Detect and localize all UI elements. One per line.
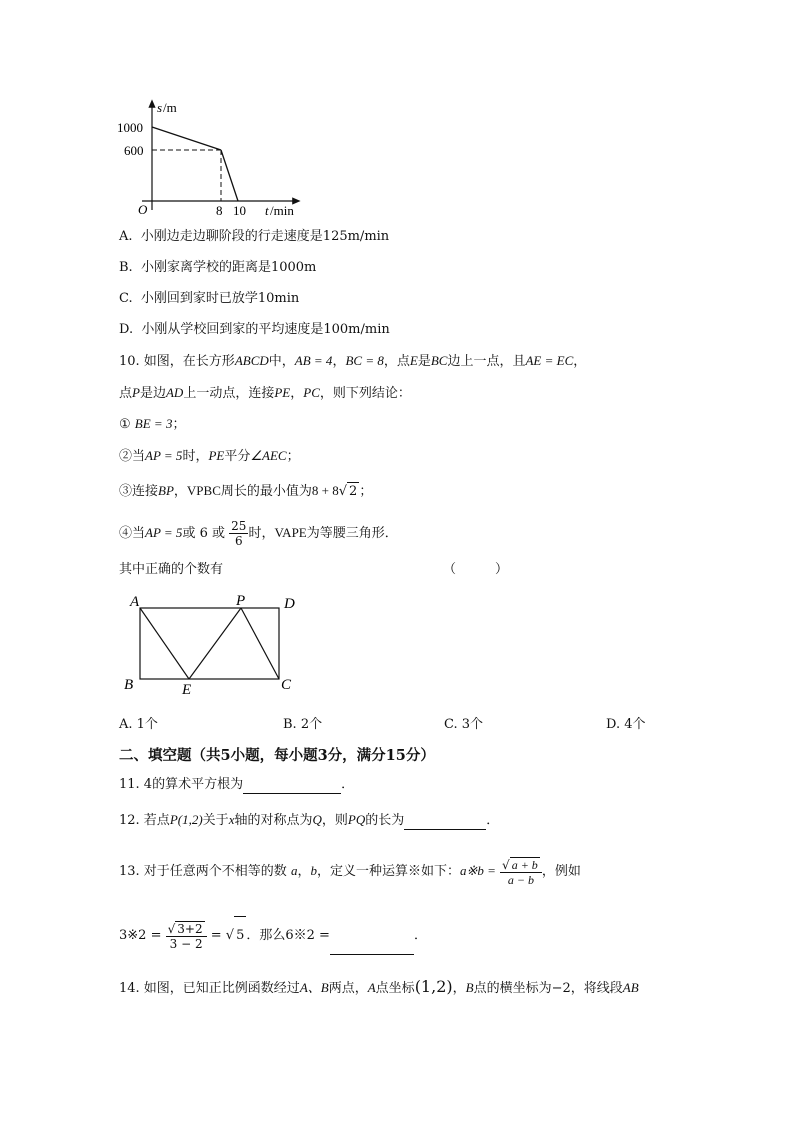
q10-line2 xyxy=(119,384,411,403)
q10-option-b: B. 2个 xyxy=(283,717,323,732)
text: ． xyxy=(486,813,500,828)
math: AB xyxy=(622,980,639,995)
text: 轴的对称点为 xyxy=(234,813,313,828)
math: AB = 4 xyxy=(294,353,333,368)
segment-ep xyxy=(189,608,241,679)
text: ， xyxy=(573,354,587,369)
distance-time-graph xyxy=(115,95,315,225)
q9-option-a xyxy=(119,228,389,246)
text: 周长的最小值为 xyxy=(220,484,312,499)
q10-option-a: A. 1个 xyxy=(119,717,158,732)
text: 的长为 xyxy=(365,813,405,828)
q12 xyxy=(119,811,499,830)
math: PQ xyxy=(347,812,366,827)
text: ； xyxy=(172,417,186,432)
text: ，例如 xyxy=(541,864,581,879)
sqrt-sign: √ xyxy=(338,484,348,499)
math: AP = 5 xyxy=(145,525,183,540)
q13-line2: 3※2 = $\frac{√ 3+2}{3 - 2}$ = √ 5 ．那么6※2 = ． xyxy=(119,916,427,955)
vertex-c: C xyxy=(281,677,292,693)
text: 14. 如图，已知正比例函数经过 xyxy=(119,981,300,996)
q9-option-b xyxy=(119,259,316,277)
text: ．那么 xyxy=(246,928,286,943)
option-text: 小刚家离学校的距离是1000m xyxy=(140,260,317,275)
math: AP = 5 xyxy=(145,448,183,463)
math: (1,2) xyxy=(414,977,453,996)
text: （ ） xyxy=(443,562,509,577)
rectangle-abcd xyxy=(140,608,279,679)
q10-conclusion-1 xyxy=(119,415,185,434)
sqrt-radicand: 2 xyxy=(349,484,358,499)
denominator: a − b xyxy=(507,872,534,887)
vertex-b: B xyxy=(124,677,134,693)
numerator: √ a + b xyxy=(500,857,542,873)
denominator: 6 xyxy=(234,534,243,548)
text: ． xyxy=(341,777,355,792)
q10-line1 xyxy=(119,352,586,371)
text: ，点 xyxy=(383,354,410,369)
run-segment xyxy=(221,150,238,201)
math: BC = 8 xyxy=(345,353,384,368)
text: 10. 如图，在长方形 xyxy=(119,354,235,369)
x-label-t: t xyxy=(265,203,269,218)
text: ③连接 xyxy=(119,484,159,499)
text: 11. 4的算术平方根为 xyxy=(119,777,244,792)
q10-question xyxy=(119,561,223,579)
math: x xyxy=(228,812,235,827)
math: BC xyxy=(430,353,448,368)
text: ②当 xyxy=(119,449,146,464)
q10-conclusion-3 xyxy=(119,482,372,501)
text: ， xyxy=(173,484,187,499)
option-letter: D. xyxy=(119,322,134,337)
vertex-p: P xyxy=(236,593,246,609)
math: PC xyxy=(303,385,320,400)
text: 或 xyxy=(182,526,196,541)
sqrt-radicand: 3+2 xyxy=(177,921,203,936)
text: 其中正确的个数有 xyxy=(119,562,224,577)
option-text: 小刚边走边聊阶段的行走速度是125m/min xyxy=(140,229,390,244)
text: ， xyxy=(297,864,311,879)
q10-conclusion-2 xyxy=(119,447,300,466)
text: ，则下列结论： xyxy=(319,386,411,401)
vertex-a: A xyxy=(130,594,140,610)
text: ，将线段 xyxy=(570,981,623,996)
answer-blank[interactable] xyxy=(330,940,414,955)
math: a※b = xyxy=(459,863,496,878)
y-label-unit: /m xyxy=(163,100,177,115)
math: 6※2 = xyxy=(285,928,330,943)
text: 时， xyxy=(182,449,209,464)
math: BP xyxy=(158,483,174,498)
origin-label: O xyxy=(138,202,148,217)
text: 平分 xyxy=(224,449,251,464)
text: 点坐标 xyxy=(375,981,415,996)
numerator: √ 3+2 xyxy=(166,921,207,937)
math: VAPE xyxy=(274,525,307,540)
text: 上一动点，连接 xyxy=(183,386,275,401)
math: ABCD xyxy=(234,353,269,368)
math: A、B xyxy=(299,980,329,995)
text: ① xyxy=(119,417,131,432)
section-heading: 二、填空题（共5小题，每小题3分，满分15分） xyxy=(119,747,435,764)
text: ； xyxy=(286,449,300,464)
x-tick-8: 8 xyxy=(216,203,223,218)
option-text: 小刚从学校回到家的平均速度是100m/min xyxy=(141,322,390,337)
math: B xyxy=(465,980,474,995)
text: 为等腰三角形． xyxy=(306,526,398,541)
segment-pc xyxy=(241,608,279,679)
sqrt-radicand: a + b xyxy=(511,857,538,872)
definition-fraction xyxy=(500,857,542,887)
math: −2 xyxy=(551,981,571,996)
q13-line1 xyxy=(119,852,581,891)
q9-option-c xyxy=(119,290,299,308)
math: P xyxy=(132,385,140,400)
walk-segment xyxy=(152,127,221,150)
option-letter: A. xyxy=(119,229,133,244)
text: 两点， xyxy=(328,981,368,996)
math: AE = EC xyxy=(525,353,574,368)
answer-blank[interactable] xyxy=(243,779,341,794)
math: VPBC xyxy=(186,483,221,498)
text: 12. 若点 xyxy=(119,813,170,828)
y-tick-600: 600 xyxy=(124,143,144,158)
text: 中， xyxy=(268,354,295,369)
text: 是边 xyxy=(139,386,166,401)
text: ， xyxy=(332,354,346,369)
text: 点的横坐标为 xyxy=(473,981,552,996)
math: ∠AEC xyxy=(250,448,287,463)
math: PE xyxy=(274,385,291,400)
text: ，定义一种运算※如下： xyxy=(316,864,460,879)
text: 13. 对于任意两个不相等的数 xyxy=(119,864,287,879)
option-letter: C. xyxy=(119,291,133,306)
y-label-s: s xyxy=(157,100,163,115)
math: 3※2 = xyxy=(119,928,162,943)
rectangle-figure xyxy=(118,590,308,700)
numerator: 25 xyxy=(231,519,247,533)
math: = xyxy=(210,928,222,943)
q10-conclusion-4 xyxy=(119,514,398,553)
denominator: 3 − 2 xyxy=(169,936,203,951)
text: 关于 xyxy=(202,813,229,828)
vertex-e: E xyxy=(182,682,192,698)
q10-option-c: C. 3个 xyxy=(444,717,484,732)
text: 点 xyxy=(119,386,133,401)
math: A xyxy=(367,980,376,995)
math: AD xyxy=(165,385,184,400)
math: E xyxy=(409,353,418,368)
y-tick-1000: 1000 xyxy=(117,120,143,135)
answer-blank[interactable] xyxy=(404,815,486,830)
math: a xyxy=(290,863,298,878)
math: P(1,2) xyxy=(169,812,203,827)
example-fraction xyxy=(166,921,207,951)
text: ， xyxy=(452,981,466,996)
option-letter: B. xyxy=(119,260,133,275)
answer-paren xyxy=(443,561,508,579)
text: ，则 xyxy=(321,813,348,828)
q14 xyxy=(119,978,639,998)
text: ； xyxy=(359,484,373,499)
q10-option-d: D. 4个 xyxy=(606,717,646,732)
text: ， xyxy=(290,386,304,401)
text: 边上一点，且 xyxy=(447,354,526,369)
x-label-unit: /min xyxy=(270,203,294,218)
x-tick-10: 10 xyxy=(233,203,246,218)
q9-option-d xyxy=(119,321,390,339)
text: ． xyxy=(413,928,427,943)
option-text: 小刚回到家时已放学10min xyxy=(140,291,300,306)
q11 xyxy=(119,776,354,794)
vertex-d: D xyxy=(284,596,295,612)
math: PE xyxy=(208,448,225,463)
math: b xyxy=(310,863,317,878)
math: Q xyxy=(312,812,322,827)
math: 8 + 8 xyxy=(311,483,339,498)
sqrt-radicand: 5 xyxy=(234,916,246,955)
fraction-25-6 xyxy=(229,519,248,548)
text: 或 xyxy=(212,526,226,541)
math: 6 xyxy=(199,526,208,541)
math: BE = 3 xyxy=(134,416,173,431)
text: 时， xyxy=(248,526,275,541)
segment-ae xyxy=(140,608,189,679)
text: ④当 xyxy=(119,526,146,541)
text: 是 xyxy=(417,354,431,369)
